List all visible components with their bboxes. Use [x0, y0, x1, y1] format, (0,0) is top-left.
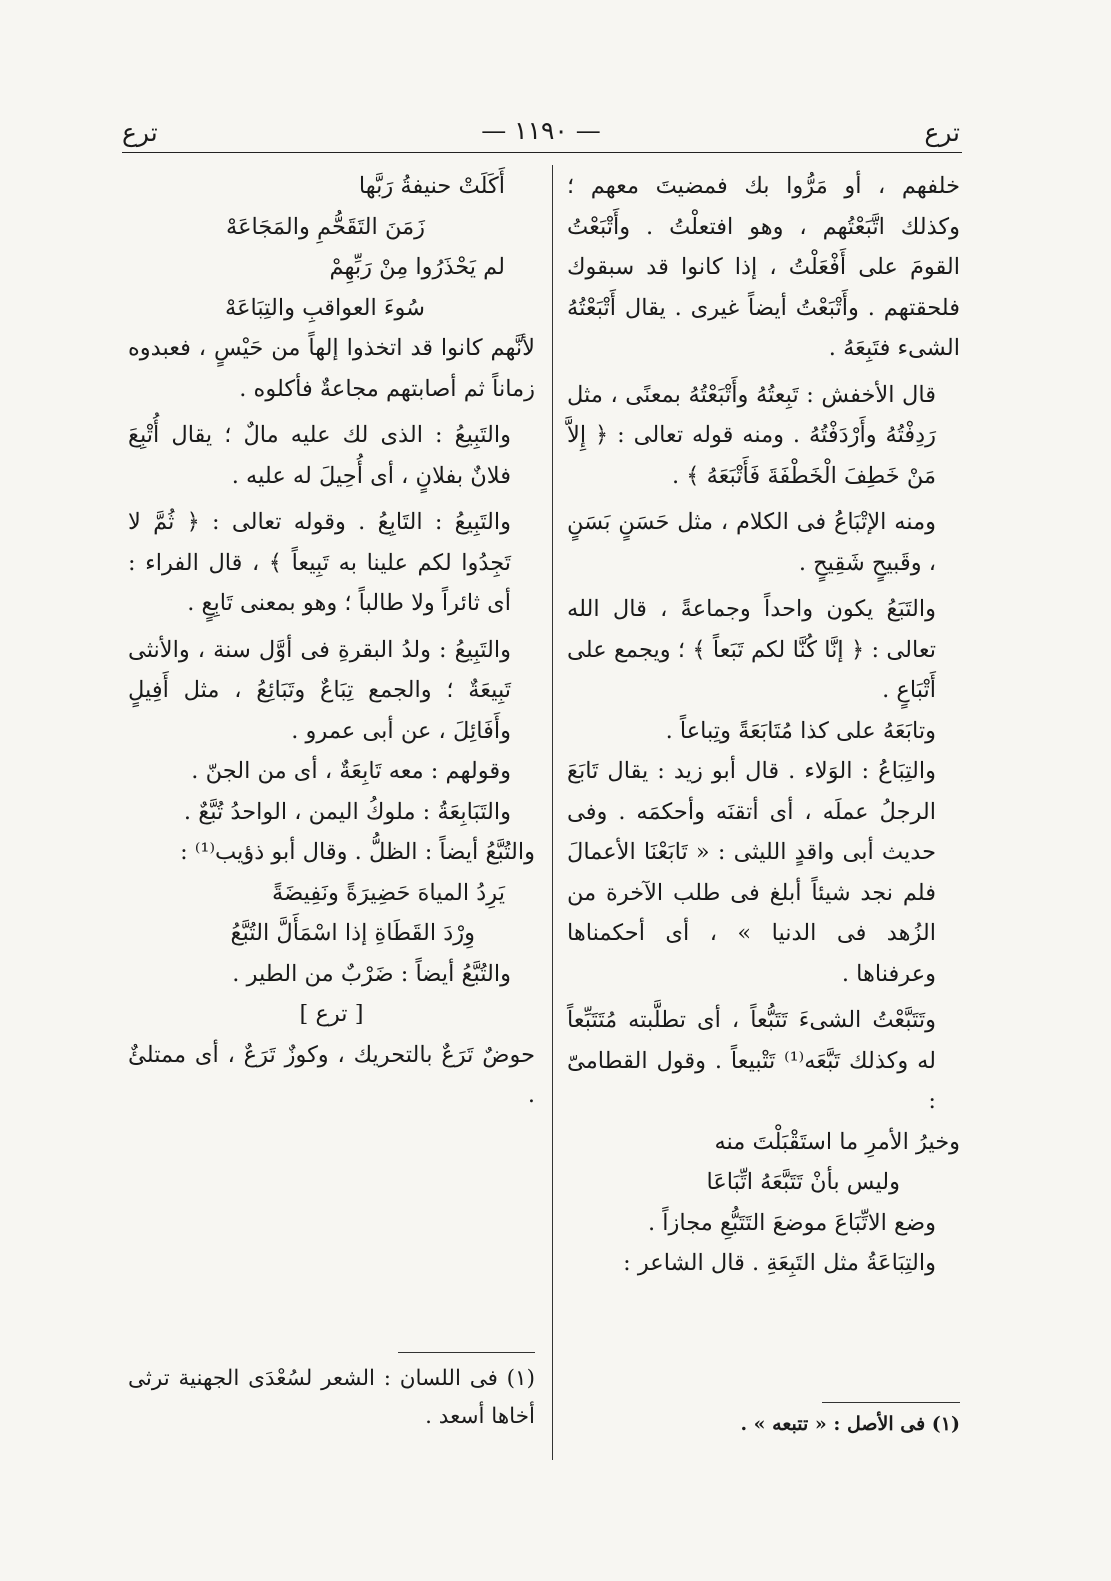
paragraph: ومنه الإتْبَاعُ فى الكلام ، مثل حَسَنٍ بَسَنٍ ، وقَبيحٍ شَقِيحٍ .: [567, 509, 936, 576]
paragraph: وقولهم : معه تَابِعَةٌ ، أى من الجنّ .: [191, 758, 511, 784]
paragraph: حوضٌ تَرَعٌ بالتحريك ، وكوزٌ تَرَعٌ ، أى ممتلئٌ .: [128, 1041, 535, 1108]
footnote-text: (١) فى اللسان : الشعر لسُعْدَى الجهنية ترثى أخاها أسعد .: [128, 1366, 535, 1429]
footnote-right: [567, 1408, 960, 1440]
paragraph: وضع الاتِّبَاعَ موضعَ التَتَبُّعِ مجازاً .: [647, 1209, 936, 1236]
footnote-rule-left: [398, 1352, 535, 1353]
paragraph: وتابَعَهُ على كذا مُتَابَعَةً وتِباعاً .: [665, 717, 936, 744]
paragraph: والتِبَاعَةُ مثل التَبِعَةِ . قال الشاعر :: [623, 1250, 936, 1276]
footnote-left: [128, 1360, 535, 1436]
page-number: — ١١٩٠ —: [481, 116, 601, 145]
paragraph: والتَبَعُ يكون واحداً وجماعةً ، قال الله تعالى : ﴿ إنَّا كُنَّا لكم تَبَعاً ﴾ ؛ ويجمع على أَتْبَاعٍ .: [567, 596, 936, 703]
left-column: [128, 166, 535, 1116]
running-headword-right: ترع: [924, 118, 960, 147]
verse-line: يَرِدُ المياهَ حَضِيرَةً ونَفِيضَةً: [272, 879, 505, 906]
header-rule: [122, 152, 962, 153]
paragraph: والتِبَاعُ : الوَلاء . قال أبو زيد : يقال تَابَعَ الرجلُ عملَه ، أى أتقنَه وأحكمَه . وفى حديث أبى واقدٍ الليثى : « تَابَعْنَا الأعمالَ فلم نجد شيئاً أبلغ فى طلب الآخرة من الزُهد فى الدنيا » ، أى أحكمناها وعرفناها .: [567, 758, 936, 987]
paragraph: والتُبَّعُ أيضاً : الظلُّ . وقال أبو ذؤيب⁽¹⁾ :: [180, 839, 535, 865]
paragraph: وتَتَبَّعْتُ الشىءَ تَتَبُّعاً ، أى تطلَّبته مُتَتَبِّعاً له وكذلك تَبَّعَه⁽¹⁾ تَتْبيعاً . وقول القطامىّ :: [567, 1007, 936, 1114]
right-column: [567, 166, 960, 1284]
verse-line: أَكَلَتْ حنيفةُ رَبَّها: [358, 173, 505, 199]
paragraph: والتَبِيعُ : ولدُ البقرةِ فى أوَّل سنة ، والأنثى تَبِيعَةٌ ؛ والجمع تِبَاعٌ وتَبَائِعُ ، مثل أَفِيلٍ وأَفَائِلَ ، عن أبى عمرو .: [128, 636, 511, 744]
paragraph: والتَبِيعُ : التَابِعُ . وقوله تعالى : ﴿ ثُمَّ لا تَجِدُوا لكم علينا به تَبِيعاً ﴾ ، قال الفراء : أى ثائراً ولا طالباً ؛ وهو بمعنى تَابِعٍ .: [128, 509, 511, 616]
verse-line: وخيرُ الأمرِ ما استَقْبَلْتَ منه: [714, 1128, 960, 1155]
column-divider: [552, 165, 553, 1460]
paragraph: والتَبَابِعَةُ : ملوكُ اليمن ، الواحدُ تُبَّعٌ .: [183, 798, 511, 825]
running-headword-left: ترع: [122, 118, 158, 147]
paragraph: قال الأخفش : تَبِعتُهُ وأَتْبَعْتُهُ بمعنًى ، مثل رَدِفْتُهُ وأَرْدَفْتُهُ . ومنه قوله تعالى : ﴿ إِلاَّ مَنْ خَطِفَ الْخَطْفَةَ فَأَتْبَعَهُ ﴾ .: [567, 381, 936, 489]
paragraph: خلفهم ، أو مَرُّوا بك فمضيتَ معهم ؛ وكذلك اتَّبَعْتُهم ، وهو افتعلْتُ . وأَتْبَعْتُ القومَ على أَفْعَلْتُ ، إذا كانوا قد سبقوك فلحقتهم . وأَتْبَعْتُ أيضاً غيرى . يقال أَتْبَعْتُهُ الشىء فتَبِعَهُ .: [567, 173, 960, 361]
paragraph: والتُبَّعُ أيضاً : ضَرْبٌ من الطير .: [232, 960, 511, 987]
verse-line: لم يَحْذَرُوا مِنْ رَبِّهِمْ: [329, 254, 505, 280]
verse-line: سُوءَ العواقبِ والتِبَاعَهْ: [225, 294, 425, 321]
entry-heading: [ ترع ]: [299, 1001, 364, 1027]
footnote-text: (١) فى الأصل : « تتبعه » .: [740, 1413, 960, 1435]
paragraph: لأنَّهم كانوا قد اتخذوا إلهاً من حَيْسٍ ، فعبدوه زماناً ثم أصابتهم مجاعةٌ فأكلوه .: [128, 335, 535, 402]
paragraph: والتَبِيعُ : الذى لك عليه مالٌ ؛ يقال أُتْبِعَ فلانٌ بفلانٍ ، أى أُحِيلَ له عليه .: [128, 422, 511, 489]
verse-line: وِرْدَ القَطَاةِ إذا اسْمَأَلَّ التُبَّعُ: [230, 920, 475, 946]
footnote-rule-right: [822, 1402, 960, 1403]
verse-line: زَمَنَ التَقَحُّمِ والمَجَاعَهْ: [226, 213, 425, 240]
page-header: [122, 112, 960, 152]
verse-line: وليس بأنْ تَتَبَّعَهُ اتِّبَاعَا: [706, 1169, 900, 1195]
